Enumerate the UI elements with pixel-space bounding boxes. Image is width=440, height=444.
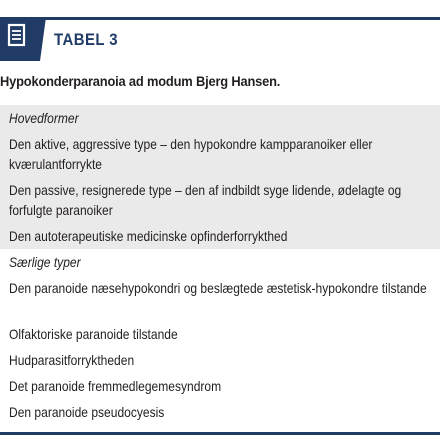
row-text: Hovedformer [9,110,79,126]
row-text: Olfaktoriske paranoide tilstande [9,326,178,342]
table-row [0,321,440,347]
bottom-rule [0,432,440,435]
row-text: Hudparasitforryktheden [9,352,135,368]
row-text: Den passive, resignerede type – den af indbildt syge lidende, ødelagte og forfulgte paranoiker [9,182,402,218]
header-rule [40,17,440,20]
table-row [0,347,440,373]
table-row [0,131,440,177]
table-caption: Hypokonderparanoia ad modum Bjerg Hansen. [0,73,281,89]
table-row-heading [0,249,440,275]
row-text: Særlige typer [9,254,81,270]
table-header [0,0,440,60]
row-text: Det paranoide fremmedlegemesyndrom [9,378,222,394]
table-row-heading [0,105,440,131]
table-row [0,223,440,249]
table-row [0,177,440,223]
table-row [0,275,440,321]
document-icon [0,17,46,61]
table-body [0,105,440,425]
table-row [0,399,440,425]
table-title: TABEL 3 [54,30,119,49]
row-text: Den paranoide pseudocyesis [9,404,165,420]
row-text: Den autoterapeutiske medicinske opfinderforrykthed [9,228,288,244]
table-row [0,373,440,399]
row-text: Den paranoide næsehypokondri og beslægtede æstetisk-hypokondre tilstande [9,280,427,296]
row-text: Den aktive, aggressive type – den hypokondre kampparanoiker eller kværulantforrykte [9,136,373,172]
